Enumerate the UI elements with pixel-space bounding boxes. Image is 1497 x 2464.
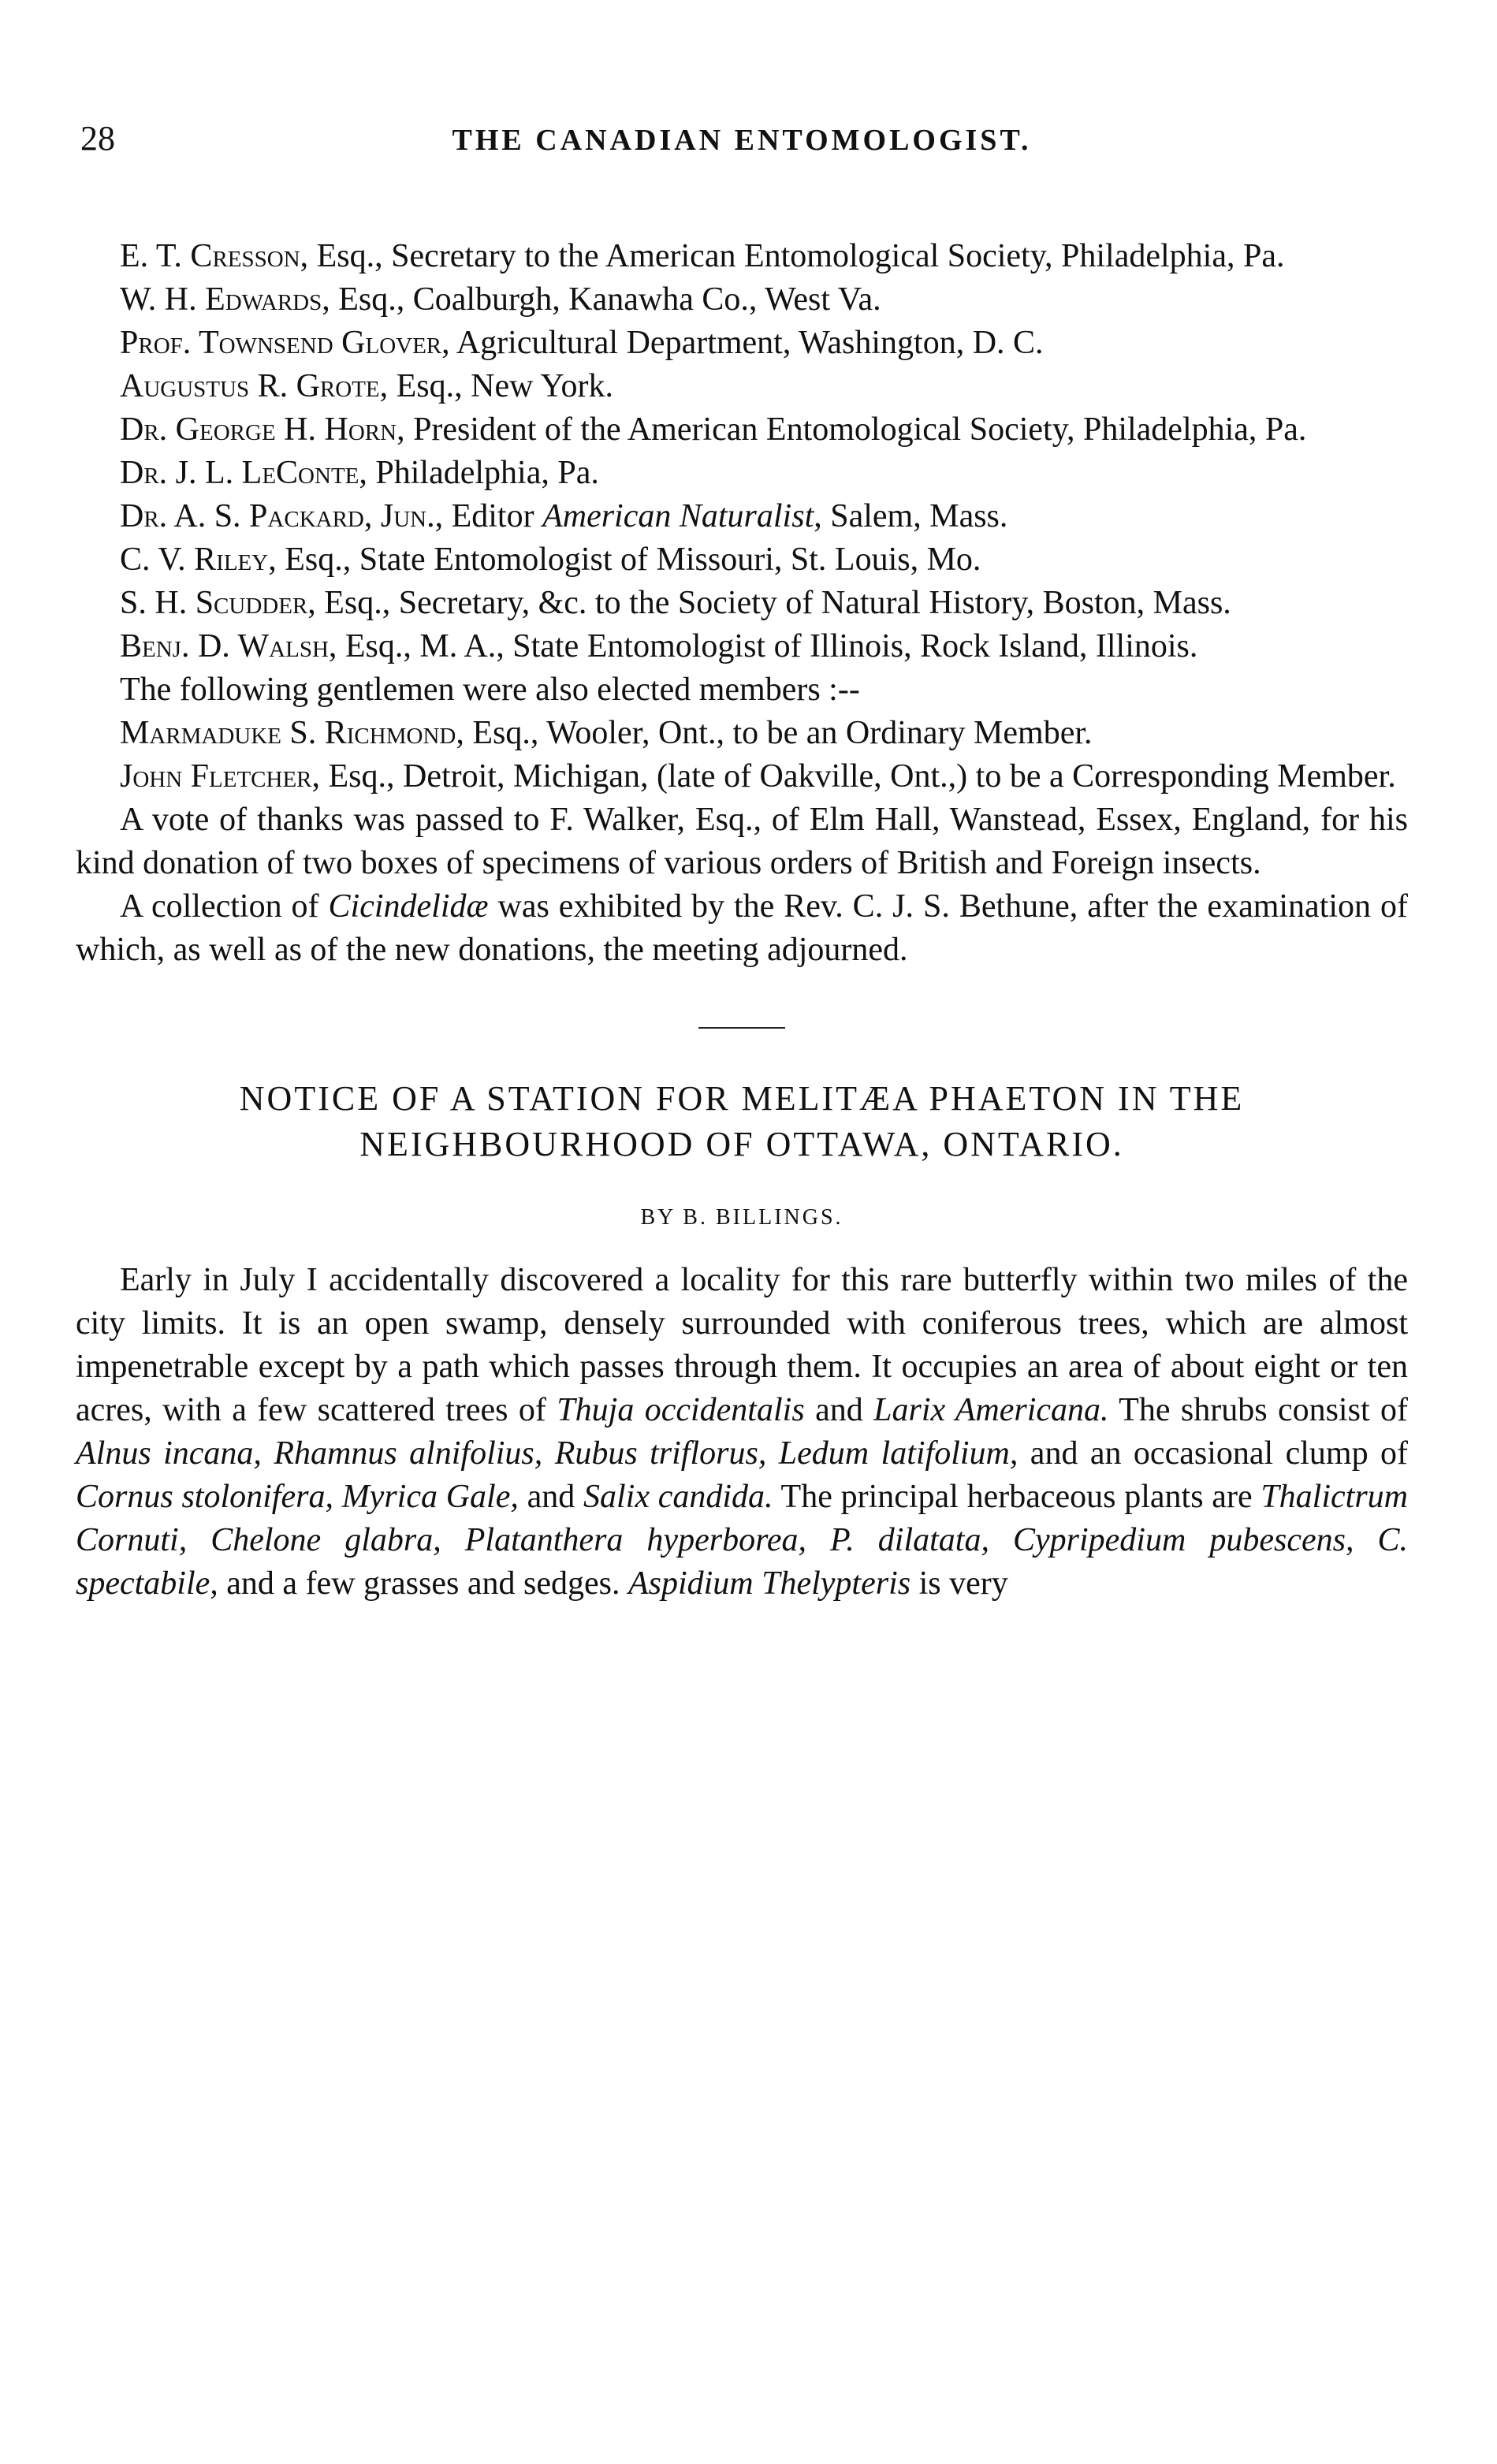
botanical-name: Thuja occidentalis — [557, 1392, 805, 1428]
elected-entry — [76, 712, 1408, 755]
member-entry — [76, 408, 1408, 452]
article-byline: BY B. BILLINGS. — [640, 1205, 843, 1230]
taxon-name: Cicindelidæ — [328, 888, 489, 925]
member-name: Dr. A. S. Packard, Jun. — [120, 498, 435, 534]
member-name: Benj. D. Walsh — [120, 628, 329, 664]
member-detail: , Editor — [434, 498, 543, 534]
article-text: and an occasional clump of — [1018, 1435, 1409, 1472]
running-head — [76, 118, 1408, 166]
member-detail: , Esq., Secretary to the American Entomological Society, Philadelphia, Pa. — [300, 238, 1285, 274]
member-detail: , Agricultural Department, Washington, D. C. — [441, 325, 1044, 361]
member-detail: , Esq., Wooler, Ont., to be an Ordinary Member. — [456, 715, 1093, 751]
article-text: Early in July I accidentally discovered a locality for this rare butterfly within two miles of the city limits. It is an open swamp, densely surrounded with coniferous trees, which are almost impenetrable except by a path which passes through them. It occupies an area of about eight or ten acres, with a few scattered trees of — [76, 1262, 1408, 1428]
member-entry — [76, 322, 1408, 365]
vote-of-thanks-paragraph: A vote of thanks was passed to F. Walker, Esq., of Elm Hall, Wanstead, Essex, England, for his kind donation of two boxes of specimens of various orders of British and Foreign insects. — [76, 802, 1408, 881]
section-divider — [698, 1027, 785, 1029]
member-detail: , Philadelphia, Pa. — [359, 455, 599, 491]
article-text: is very — [910, 1565, 1008, 1602]
member-detail: , Esq., State Entomologist of Missouri, St. Louis, Mo. — [268, 542, 981, 578]
botanical-name: Salix candida. — [583, 1479, 773, 1515]
botanical-name: Thalictrum Cornuti, Chelone glabra, Platanthera hyperborea, P. dilatata, Cypripedium pubescens, C. spectabile, — [76, 1479, 1409, 1602]
collection-text: was exhibited by the Rev. C. J. S. Bethune, after the examination of which, as well as of the new donations, the meeting adjourned. — [76, 888, 1408, 968]
member-entry — [76, 278, 1408, 322]
member-detail: , Esq., Secretary, &c. to the Society of Natural History, Boston, Mass. — [307, 585, 1231, 621]
member-name: Augustus R. Grote — [120, 368, 380, 404]
collection-paragraph — [76, 885, 1408, 972]
botanical-name: Aspidium Thelypteris — [627, 1565, 911, 1602]
botanical-name: Larix Americana. — [873, 1392, 1109, 1428]
member-entry — [76, 235, 1408, 278]
article-title-line: NOTICE OF A STATION FOR MELITÆA PHAETON IN THE — [239, 1079, 1245, 1118]
member-name: Dr. J. L. LeConte — [120, 455, 359, 491]
member-entry — [76, 365, 1408, 408]
member-entry-packard — [76, 495, 1408, 538]
member-name: Prof. Townsend Glover — [120, 325, 442, 361]
member-detail: , Salem, Mass. — [814, 498, 1008, 534]
member-detail: , Esq., M. A., State Entomologist of Illinois, Rock Island, Illinois. — [328, 628, 1198, 664]
botanical-name: Alnus incana, Rhamnus alnifolius, Rubus triflorus, Ledum latifolium, — [76, 1435, 1018, 1472]
member-detail: , Esq., New York. — [379, 368, 613, 404]
article-paragraph — [76, 1259, 1408, 1606]
article-body — [76, 1259, 1408, 1606]
member-name: Marmaduke S. Richmond — [120, 715, 456, 751]
collection-text: A collection of — [120, 888, 329, 925]
member-entry — [76, 452, 1408, 495]
page-number: 28 — [80, 119, 115, 158]
member-detail: , President of the American Entomological Society, Philadelphia, Pa. — [397, 411, 1307, 448]
also-elected-intro: The following gentlemen were also elected members :-- — [120, 672, 860, 708]
periodical-title: American Naturalist — [542, 498, 814, 534]
journal-title: THE CANADIAN ENTOMOLOGIST. — [452, 124, 1032, 157]
member-name: Dr. George H. Horn — [120, 411, 397, 448]
article-text: and a few grasses and sedges. — [218, 1565, 628, 1602]
article-title-line: NEIGHBOURHOOD OF OTTAWA, ONTARIO. — [359, 1125, 1124, 1163]
member-name: S. H. Scudder — [120, 585, 308, 621]
member-name: E. T. Cresson — [120, 238, 300, 274]
member-entry — [76, 625, 1408, 668]
member-name: W. H. Edwards — [120, 281, 322, 318]
member-name: C. V. Riley — [120, 542, 269, 578]
elected-entry — [76, 755, 1408, 798]
article-text: The shrubs consist of — [1108, 1392, 1408, 1428]
member-entry — [76, 582, 1408, 625]
page — [76, 118, 1408, 1606]
member-detail: , Esq., Detroit, Michigan, (late of Oakville, Ont.,) to be a Corresponding Member. — [311, 758, 1396, 795]
article-text: and — [804, 1392, 874, 1428]
article-text: The principal herbaceous plants are — [773, 1479, 1261, 1515]
article-text: and — [518, 1479, 584, 1515]
member-detail: , Esq., Coalburgh, Kanawha Co., West Va. — [322, 281, 881, 318]
member-name: John Fletcher — [120, 758, 312, 795]
member-entry — [76, 538, 1408, 582]
botanical-name: Cornus stolonifera, Myrica Gale, — [76, 1479, 519, 1515]
meeting-report — [76, 235, 1408, 972]
article-title — [76, 1076, 1408, 1167]
